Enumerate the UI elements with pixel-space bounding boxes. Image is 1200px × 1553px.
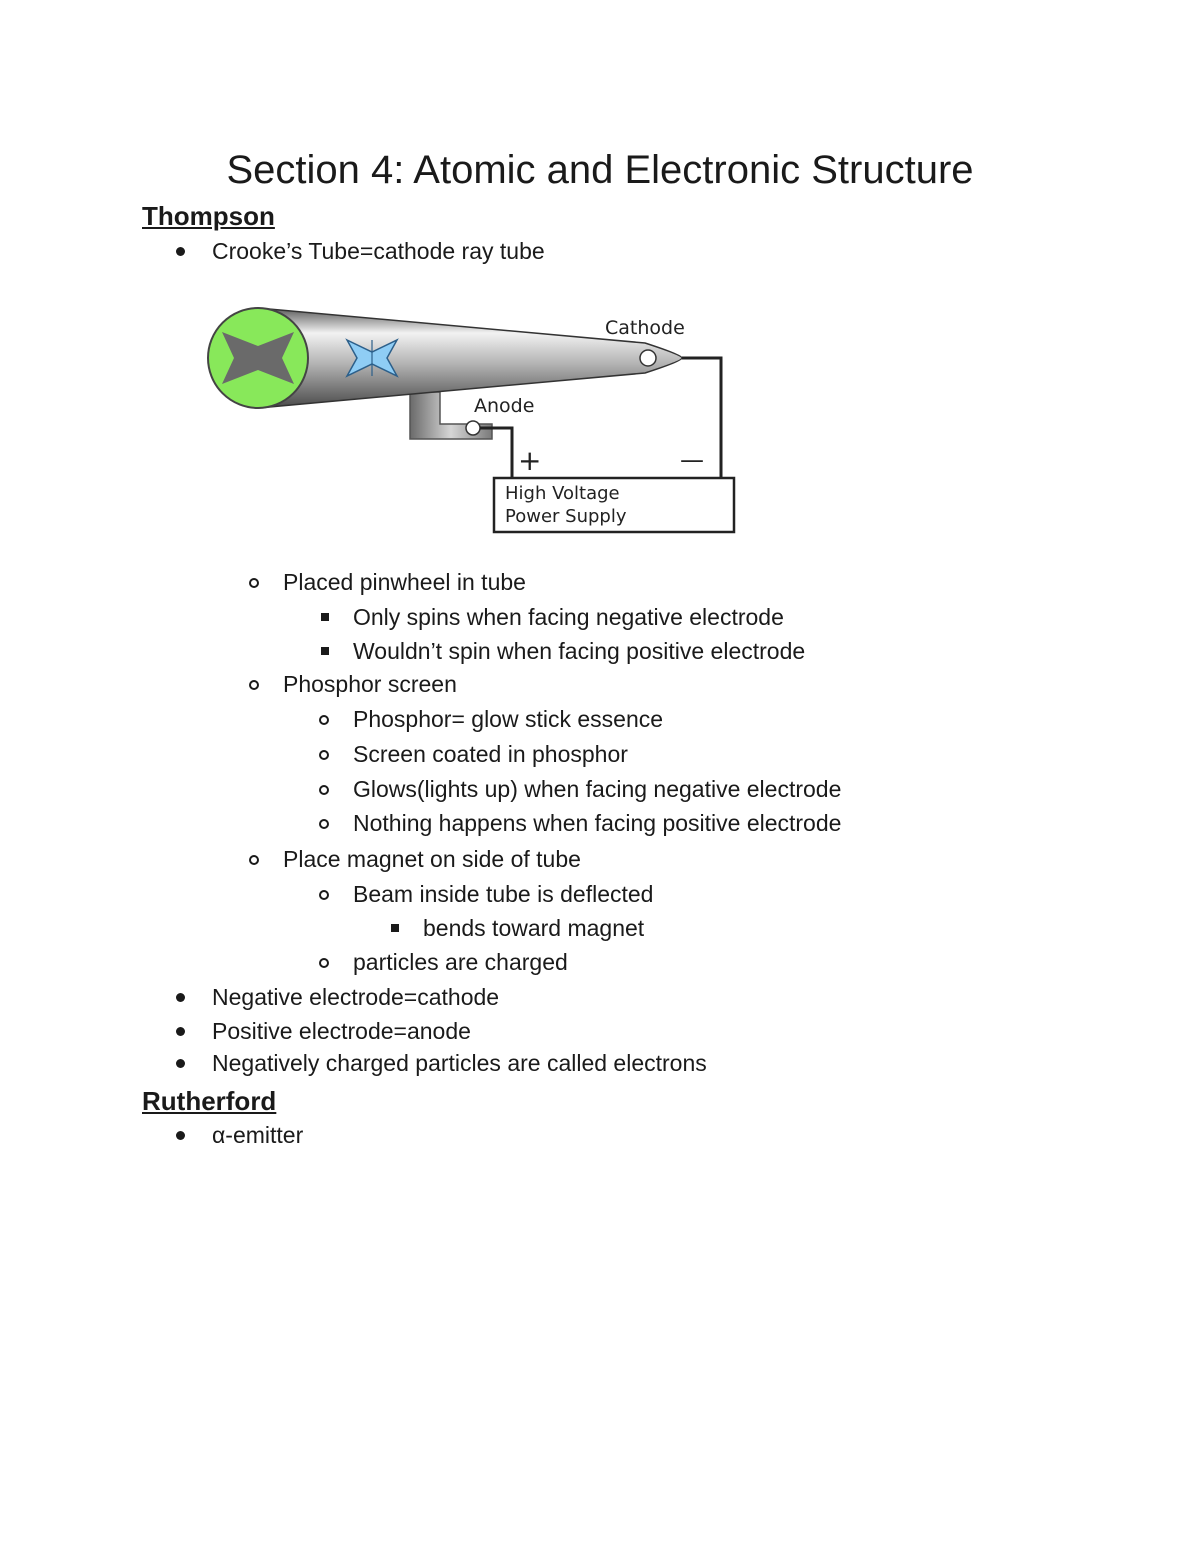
- list-item: Crooke’s Tube=cathode ray tube: [212, 238, 545, 264]
- bullet-marker: [176, 1059, 185, 1068]
- power-supply-line1: High Voltage: [505, 483, 620, 504]
- bullet-marker: [249, 578, 259, 588]
- anode-label: Anode: [474, 395, 535, 417]
- bullet-marker: [321, 613, 329, 621]
- bullet-marker: [176, 1131, 185, 1140]
- list-item: Screen coated in phosphor: [353, 741, 628, 767]
- page-title: Section 4: Atomic and Electronic Structure: [226, 148, 974, 192]
- bullet-marker: [391, 924, 399, 932]
- bullet-marker: [176, 1027, 185, 1036]
- list-item: Negatively charged particles are called electrons: [212, 1050, 707, 1076]
- bullet-marker: [319, 890, 329, 900]
- list-item: Positive electrode=anode: [212, 1018, 471, 1044]
- list-item: Phosphor screen: [283, 671, 457, 697]
- list-item: Glows(lights up) when facing negative electrode: [353, 776, 842, 802]
- list-item: Nothing happens when facing positive electrode: [353, 810, 842, 836]
- section-heading-thompson: Thompson: [142, 201, 275, 231]
- cathode-electrode: [640, 350, 656, 366]
- minus-sign: —: [680, 446, 704, 474]
- section-heading-rutherford: Rutherford: [142, 1086, 277, 1116]
- list-item: particles are charged: [353, 949, 568, 975]
- cathode-ray-tube-diagram: [200, 300, 745, 540]
- plus-sign: +: [518, 444, 542, 477]
- bullet-marker: [176, 993, 185, 1002]
- bullet-marker: [176, 247, 185, 256]
- list-item: Place magnet on side of tube: [283, 846, 581, 872]
- bullet-marker: [249, 855, 259, 865]
- list-item: α-emitter: [212, 1122, 304, 1148]
- power-supply-line2: Power Supply: [505, 506, 627, 527]
- bullet-marker: [319, 819, 329, 829]
- list-item: Beam inside tube is deflected: [353, 881, 654, 907]
- list-item: Negative electrode=cathode: [212, 984, 500, 1010]
- list-item: bends toward magnet: [423, 915, 645, 941]
- list-item: Only spins when facing negative electrode: [353, 604, 784, 630]
- bullet-marker: [319, 715, 329, 725]
- list-item: Phosphor= glow stick essence: [353, 706, 664, 732]
- anode-electrode: [466, 421, 480, 435]
- bullet-marker: [249, 680, 259, 690]
- bullet-marker: [319, 785, 329, 795]
- list-item: Placed pinwheel in tube: [283, 569, 526, 595]
- bullet-marker: [319, 958, 329, 968]
- list-item: Wouldn’t spin when facing positive electrode: [353, 638, 806, 664]
- cathode-label: Cathode: [605, 317, 685, 339]
- bullet-marker: [319, 750, 329, 760]
- bullet-marker: [321, 647, 329, 655]
